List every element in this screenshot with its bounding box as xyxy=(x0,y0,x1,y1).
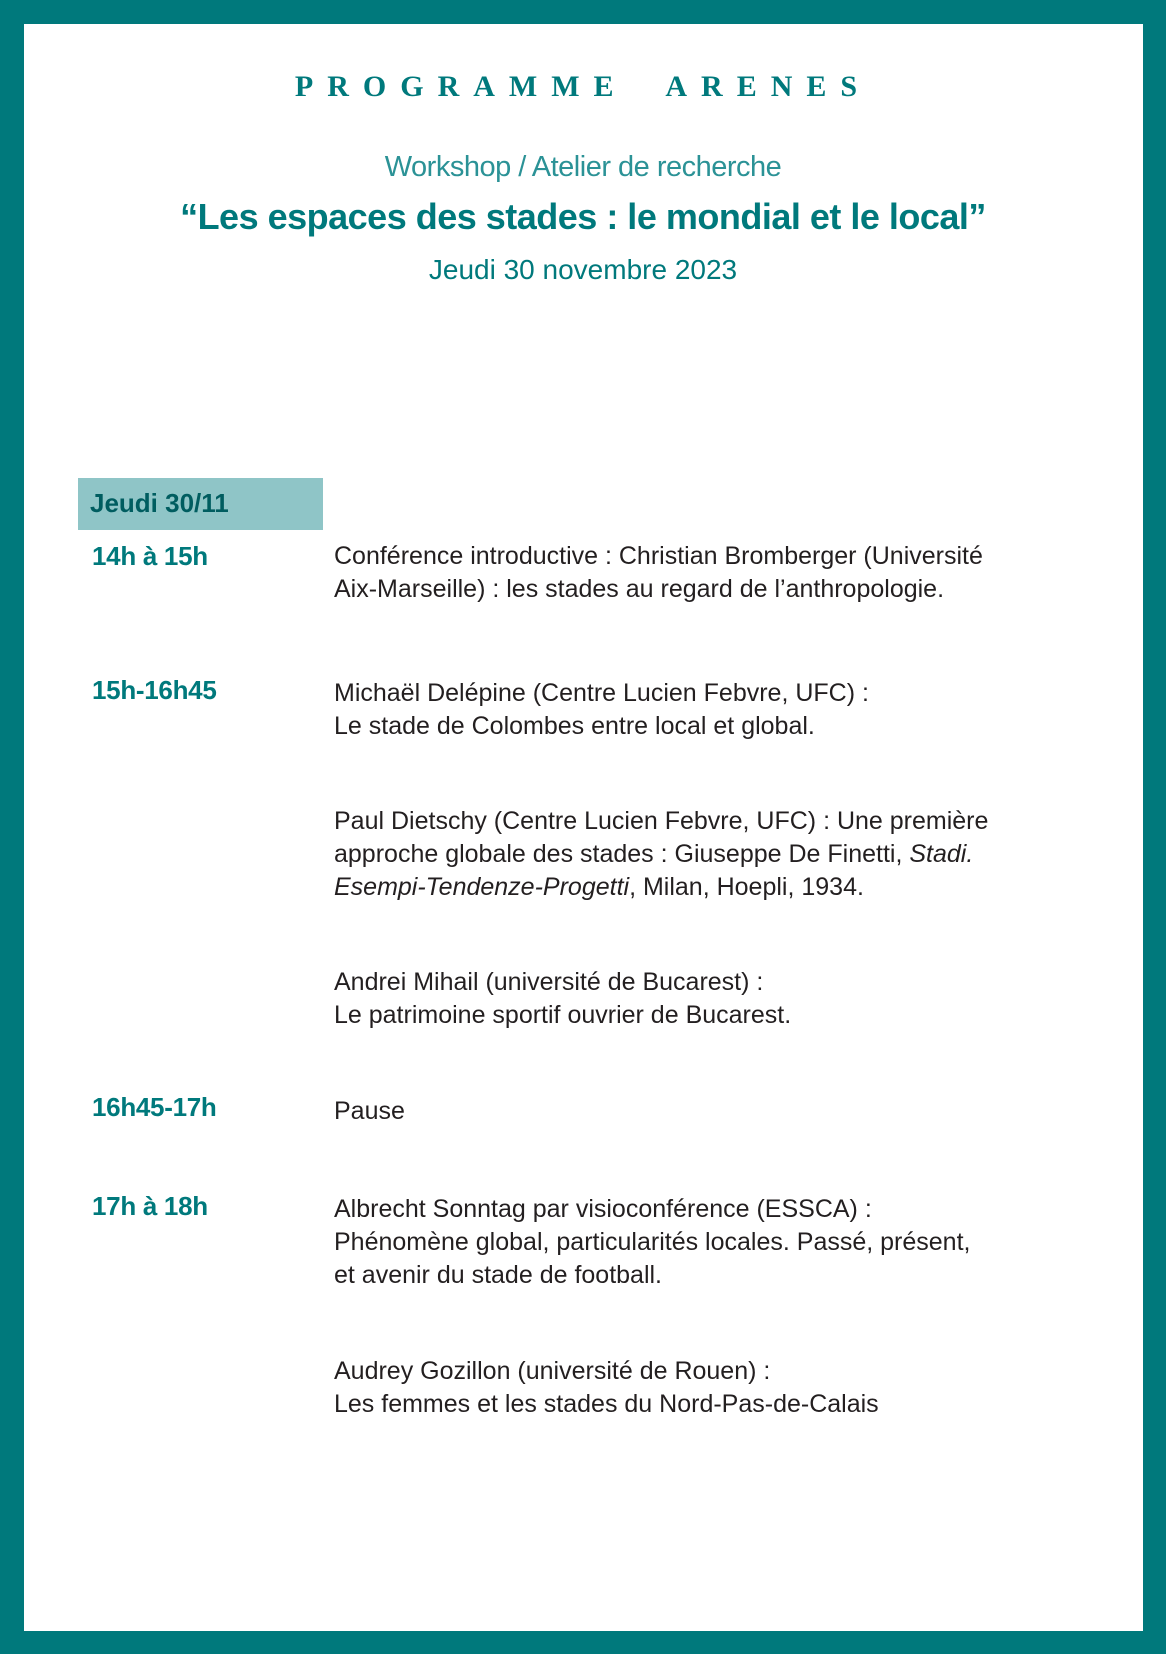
event-date: Jeudi 30 novembre 2023 xyxy=(428,254,738,285)
talk-entry xyxy=(334,966,1094,1032)
talk-text: , Milan, Hoepli, 1934. xyxy=(629,873,864,901)
talk-line: Le patrimoine sportif ouvrier de Bucarest. xyxy=(334,1001,792,1029)
talk-entry xyxy=(334,1095,1094,1128)
talk-line xyxy=(334,871,1094,904)
slot-time: 16h45-17h xyxy=(92,1092,217,1122)
talk-entry xyxy=(334,677,1094,743)
book-title-part: Esempi-Tendenze-Progetti xyxy=(334,873,630,901)
talk-line: Les femmes et les stades du Nord-Pas-de-Calais xyxy=(334,1390,879,1418)
talk-line: Pause xyxy=(334,1097,405,1125)
talk-line: Paul Dietschy (Centre Lucien Febvre, UFC) : Une première xyxy=(334,807,989,835)
talk-line: Andrei Mihail (université de Bucarest) : xyxy=(334,968,764,996)
slot-time: 17h à 18h xyxy=(92,1191,208,1221)
slot-time: 15h-16h45 xyxy=(92,675,217,705)
talk-entry xyxy=(334,805,1094,904)
book-title-part: Stadi. xyxy=(909,840,974,868)
day-tab: Jeudi 30/11 xyxy=(78,478,323,530)
talk-entry xyxy=(334,1355,1094,1421)
talk-line: Le stade de Colombes entre local et global. xyxy=(334,712,815,740)
talk-line: Aix-Marseille) : les stades au regard de l’anthropologie. xyxy=(334,575,945,603)
talk-line: Albrecht Sonntag par visioconférence (ESSCA) : xyxy=(334,1195,872,1223)
talk-entry xyxy=(334,1193,1094,1292)
talk-line: Audrey Gozillon (université de Rouen) : xyxy=(334,1357,771,1385)
talk-text: approche globale des stades : Giuseppe De Finetti, xyxy=(334,840,910,868)
workshop-subtitle: Workshop / Atelier de recherche xyxy=(384,151,782,183)
program-title: PROGRAMME ARENES xyxy=(294,70,872,103)
talk-line: Phénomène global, particularités locales. Passé, présent, xyxy=(334,1228,971,1256)
talk-line xyxy=(334,838,1094,871)
talk-line: Conférence introductive : Christian Bromberger (Université xyxy=(334,542,983,570)
slot-time: 14h à 15h xyxy=(92,541,208,571)
talk-line: Michaël Delépine (Centre Lucien Febvre, UFC) : xyxy=(334,679,869,707)
talk-line: et avenir du stade de football. xyxy=(334,1261,663,1289)
talk-entry xyxy=(334,540,1094,606)
event-title: “Les espaces des stades : le mondial et le local” xyxy=(180,196,986,237)
